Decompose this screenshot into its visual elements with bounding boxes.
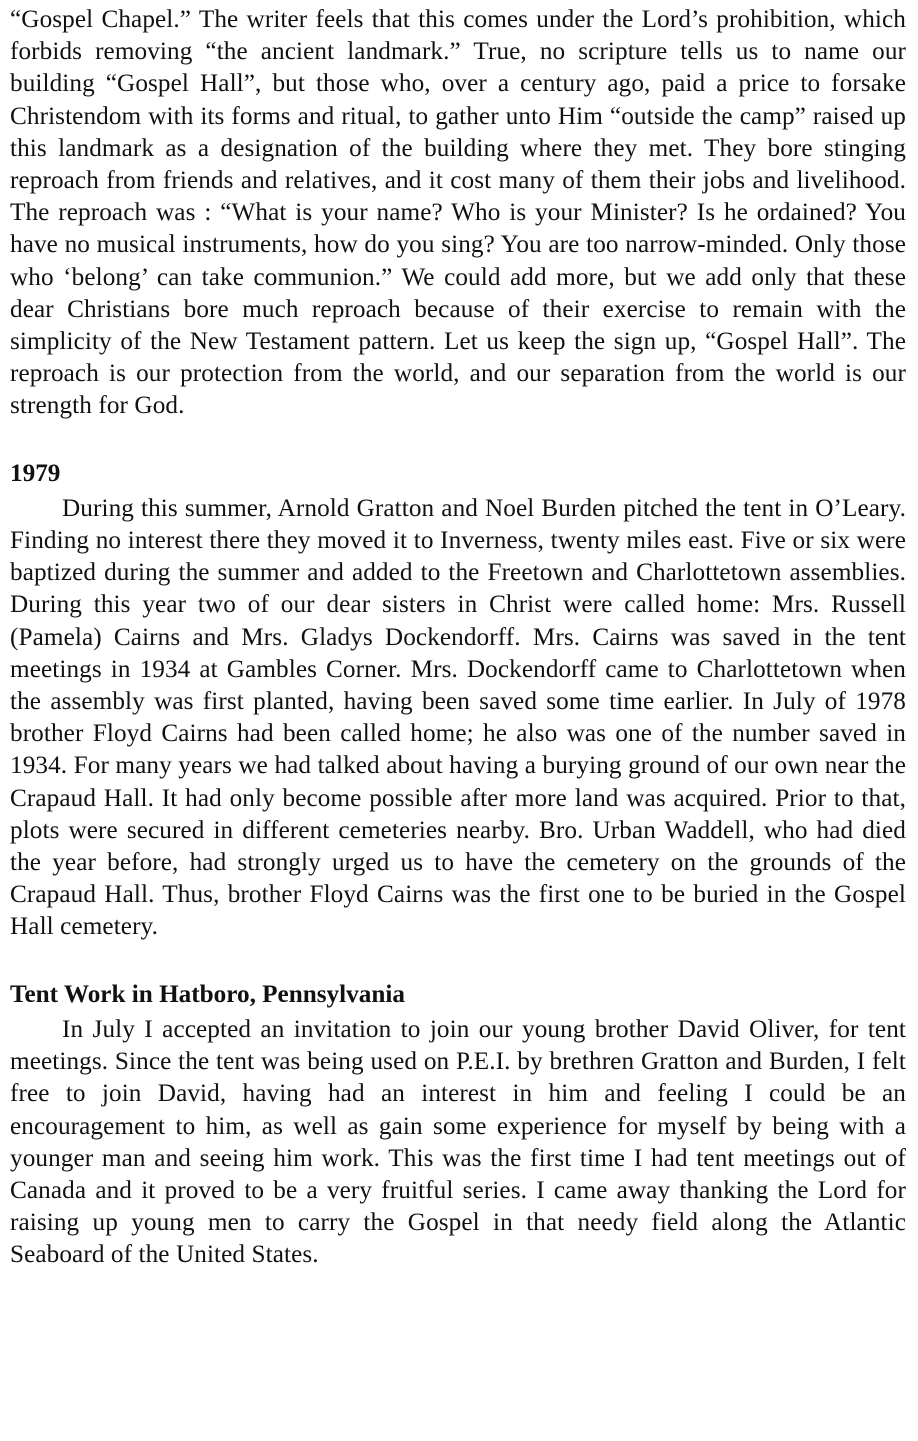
- section-heading-hatboro: Tent Work in Hatboro, Pennsylvania: [10, 980, 405, 1008]
- section-heading-1979: 1979: [10, 459, 61, 487]
- book-page: [10, 4, 906, 1272]
- continuation-paragraph: “Gospel Chapel.” The writer feels that this comes under the Lord’s prohibition, which forbids removing “the ancient landmark.” True, no scripture tells us to name our building “Gospel Hall”, but those who, over a century ago, paid a price to forsake Christendom with its forms and ritual, to gather unto Him “outside the camp” raised up this landmark as a designation of the building where they met. They bore stinging reproach from friends and relatives, and it cost many of them their jobs and livelihood. The reproach was : “What is your name? Who is your Minister? Is he ordained? You have no musical instruments, how do you sing? You are too narrow-minded. Only those who ‘belong’ can take communion.” We could add more, but we add only that these dear Christians bore much reproach because of their exercise to remain with the simplicity of the New Testament pattern. Let us keep the sign up, “Gospel Hall”. The reproach is our protection from the world, and our separation from the world is our strength for God.: [10, 6, 906, 420]
- paragraph-1979: During this summer, Arnold Gratton and Noel Burden pitched the tent in O’Leary. Finding no interest there they moved it to Inverness, twenty miles east. Five or six were baptized during the summer and added to the Freetown and Charlottetown assemblies. During this year two of our dear sisters in Christ were called home: Mrs. Russell (Pamela) Cairns and Mrs. Gladys Dockendorff. Mrs. Cairns was saved in the tent meetings in 1934 at Gambles Corner. Mrs. Dockendorff came to Charlottetown when the assembly was first planted, having been saved some time earlier. In July of 1978 brother Floyd Cairns had been called home; he also was one of the number saved in 1934. For many years we had talked about having a burying ground of our own near the Crapaud Hall. It had only become possible after more land was acquired. Prior to that, plots were secured in different cemeteries nearby. Bro. Urban Waddell, who had died the year before, had strongly urged us to have the cemetery on the grounds of the Crapaud Hall. Thus, brother Floyd Cairns was the first one to be buried in the Gospel Hall cemetery.: [10, 494, 906, 941]
- section-spacer: [10, 944, 906, 979]
- paragraph-hatboro: In July I accepted an invitation to join our young brother David Oliver, for tent meetings. Since the tent was being used on P.E.I. by brethren Gratton and Burden, I felt free to join David, having had an interest in him and feeling I could be an encouragement to him, as well as gain some experience for myself by being with a younger man and seeing him work. This was the first time I had tent meetings out of Canada and it proved to be a very fruitful series. I came away thanking the Lord for raising up young men to carry the Gospel in that needy field along the Atlantic Seaboard of the United States.: [10, 1015, 906, 1269]
- section-spacer: [10, 423, 906, 458]
